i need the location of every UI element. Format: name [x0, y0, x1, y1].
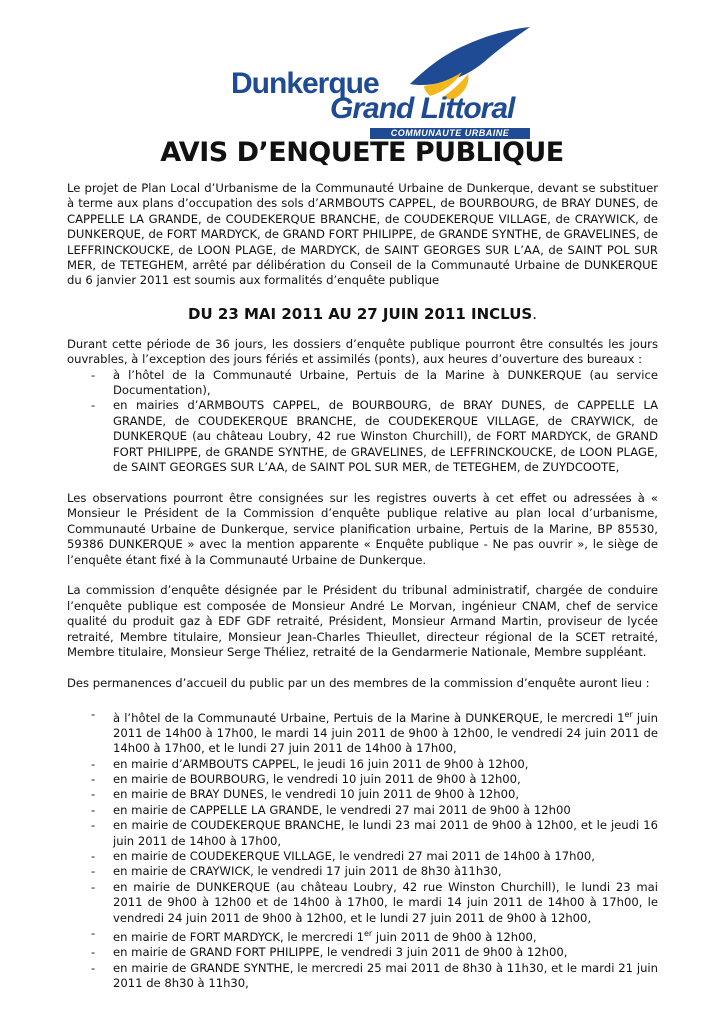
- list-item: - en mairie de COUDEKERQUE VILLAGE, le vendredi 27 mai 2011 de 14h00 à 17h00,: [91, 849, 595, 864]
- commission-paragraph: La commission d’enquête désignée par le Président du tribunal administratif, chargée de conduire l’enquête publique est composée de Monsieur André Le Morvan, ingénieur CNAM, chef de service qualité du produit gaz à EDF GDF retraité, Président, Monsieur Armand Martin, proviseur de lycée retraité, Membre titulaire, Monsieur Jean-Charles Thieullet, directeur régional de la SCET retraité, Membre titulaire, Monsieur Serge Théliez, retraité de la Gendarmerie Nationale, Membre suppléant.: [67, 583, 658, 659]
- enquiry-dates: DU 23 MAI 2011 AU 27 JUIN 2011 INCLUS.: [188, 304, 537, 323]
- list-item: - en mairie de GRANDE SYNTHE, le mercredi 25 mai 2011 de 8h30 à 11h30, et le mardi 21 juin 2011 de 8h30 à 11h30,: [91, 960, 658, 991]
- list-item: - à l’hôtel de la Communauté Urbaine, Pertuis de la Marine à DUNKERQUE (au service Documentation),: [91, 367, 658, 398]
- observations-paragraph: Les observations pourront être consignées sur les registres ouverts à cet effet ou adressées à « Monsieur le Président de la Commission d’enquête publique relative au plan local d’urbanisme, Communauté Urbaine de Dunkerque, service planification urbaine, Pertuis de la Marine, BP 85530, 59386 DUNKERQUE » avec la mention apparente « Enquête publique - Ne pas ouvrir », le siège de l’enquête étant fixé à la Communauté Urbaine de Dunkerque.: [67, 490, 658, 567]
- list-item: - en mairie de BRAY DUNES, le vendredi 10 juin 2011 de 9h00 à 12h00,: [91, 787, 520, 802]
- intro-paragraph: Le projet de Plan Local d’Urbanisme de la Communauté Urbaine de Dunkerque, devant se substituer à terme aux plans d’occupation des sols d’ARMBOUTS CAPPEL, de BOURBOURG, de BRAY DUNES, de CAPPELLE LA GRANDE, de COUDEKERQUE BRANCHE, de COUDEKERQUE VILLAGE, de CRAYWICK, de DUNKERQUE, de FORT MARDYCK, de GRAND FORT PHILIPPE, de GRANDE SYNTHE, de GRAVELINES, de LEFFRINCKOUCKE, de LOON PLAGE, de MARDYCK, de SAINT GEORGES SUR L’AA, de SAINT POL SUR MER, de TETEGHEM, arrêté par délibération du Conseil de la Communauté Urbaine de DUNKERQUE du 6 janvier 2011 est soumis aux formalités d’enquête publique: [67, 181, 658, 288]
- list-item: - en mairie de GRAND FORT PHILIPPE, le vendredi 3 juin 2011 de 9h00 à 12h00,: [91, 945, 568, 960]
- logo-text-grand-littoral: Grand Littoral: [330, 92, 515, 125]
- list-item: - en mairie de BOURBOURG, le vendredi 10 juin 2011 de 9h00 à 12h00,: [91, 772, 521, 787]
- list-item: - en mairie de FORT MARDYCK, le mercredi 1er juin 2011 de 9h00 à 12h00,: [91, 926, 537, 944]
- list-item: - en mairie de CAPPELLE LA GRANDE, le vendredi 27 mai 2011 de 9h00 à 12h00: [91, 802, 571, 817]
- list-item: - en mairie de COUDEKERQUE BRANCHE, le lundi 23 mai 2011 de 9h00 à 12h00, et le jeudi 16 juin 2011 de 14h00 à 17h00,: [91, 818, 658, 848]
- list-item: - à l’hôtel de la Communauté Urbaine, Pertuis de la Marine à DUNKERQUE, le mercredi 1er juin 2011 de 14h00 à 17h00, le mardi 14 juin 2011 de 9h00 à 12h00, le vendredi 24 juin 2011 de 14h00 à 17h00, et le lundi 27 juin 2011 de 14h00 à 17h00,: [91, 706, 658, 756]
- logo-band: COMMUNAUTE URBAINE: [370, 128, 530, 139]
- permanences-lead: Des permanences d’accueil du public par un des membres de la commission d’enquête auront lieu :: [67, 675, 650, 690]
- consultation-list: [67, 368, 658, 476]
- list-item: - en mairies d’ARMBOUTS CAPPEL, de BOURBOURG, de BRAY DUNES, de CAPPELLE LA GRANDE, de COUDEKERQUE BRANCHE, de COUDEKERQUE VILLAGE, de CRAYWICK, de DUNKERQUE (au château Loubry, 42 rue Winston Churchill), de FORT MARDYCK, de GRAND FORT PHILIPPE, de GRANDE SYNTHE, de GRAVELINES, de LEFFRINCKOUCKE, de LOON PLAGE, de SAINT GEORGES SUR L’AA, de SAINT POL SUR MER, de TETEGHEM, de ZUYDCOOTE,: [91, 398, 658, 475]
- page-title: AVIS D’ENQUETE PUBLIQUE: [160, 137, 564, 168]
- list-item: - en mairie de CRAYWICK, le vendredi 17 juin 2011 de 8h30 à11h30,: [91, 864, 502, 879]
- logo: [228, 22, 533, 138]
- document-body: [67, 181, 658, 992]
- consultation-lead: Durant cette période de 36 jours, les dossiers d’enquête publique pourront être consultés les jours ouvrables, à l’exception des jours fériés et assimilés (ponts), aux heures d’ouverture des bureaux :: [67, 336, 658, 367]
- list-item: - en mairie d’ARMBOUTS CAPPEL, le jeudi 16 juin 2011 de 9h00 à 12h00,: [91, 756, 529, 771]
- permanences-list: [67, 707, 658, 992]
- list-item: - en mairie de DUNKERQUE (au château Loubry, 42 rue Winston Churchill), le lundi 23 mai 2011 de 9h00 à 12h00 et de 14h00 à 17h00, le mardi 14 juin 2011 de 14h00 à 17h00, le vendredi 24 juin 2011 de 9h00 à 12h00, et le lundi 27 juin 2011 de 9h00 à 12h00,: [91, 879, 658, 925]
- logo-text-dunkerque: Dunkerque: [231, 67, 379, 100]
